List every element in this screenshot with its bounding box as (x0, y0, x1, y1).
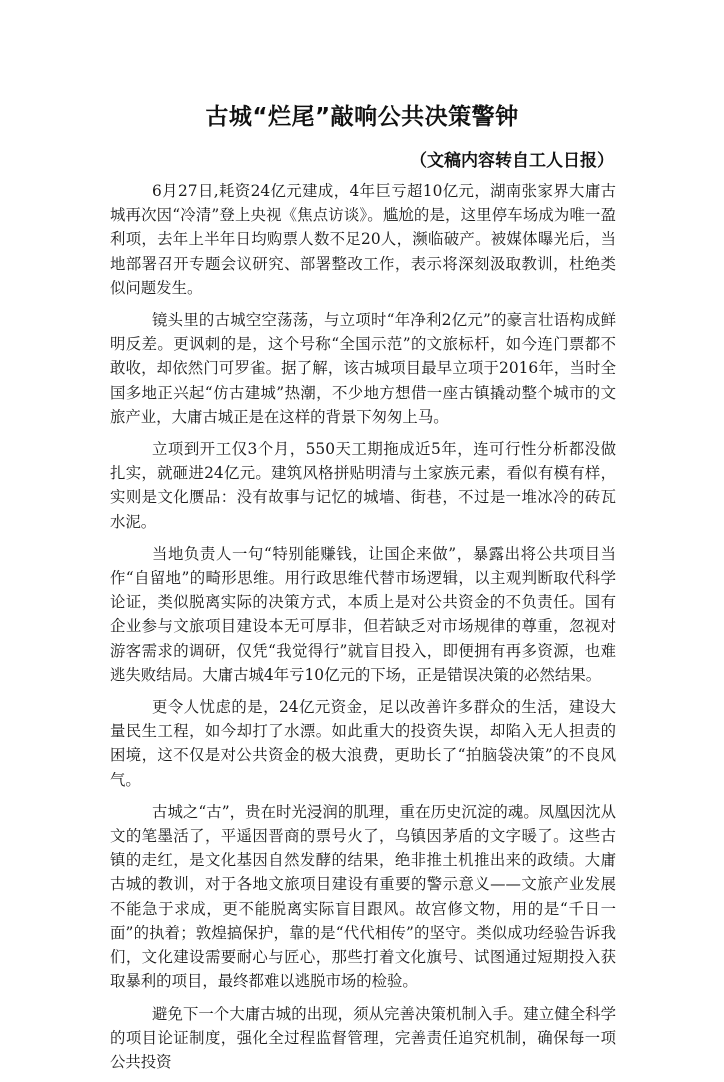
paragraph-7: 避免下一个大庸古城的出现，须从完善决策机制入手。建立健全科学的项目论证制度，强化全过程监督管理，完善责任追究机制，确保每一项公共投资 (110, 1004, 616, 1071)
article-title: 古城“烂尾”敲响公共决策警钟 (205, 104, 519, 130)
paragraph-2: 镜头里的古城空空荡荡，与立项时“年净利2亿元”的豪言壮语构成鲜明反差。更讽刺的是，这个号称“全国示范”的文旅标杆，如今连门票都不敢收，却依然门可罗雀。据了解，该古城项目最早立项于2016年，当时全国多地正兴起“仿古建城”热潮，不少地方想借一座古镇撬动整个城市的文旅产业，大庸古城正是在这样的背景下匆匆上马。 (110, 311, 616, 426)
article-source-note: （文稿内容转自工人日报） (410, 151, 614, 171)
paragraph-6: 古城之“古”，贵在时光浸润的肌理，重在历史沉淀的魂。凤凰因沈从文的笔墨活了，平遥因晋商的票号火了，乌镇因茅盾的文字暖了。这些古镇的走红，是文化基因自然发酵的结果，绝非推土机推出来的政绩。大庸古城的教训，对于各地文旅项目建设有重要的警示意义——文旅产业发展不能急于求成，更不能脱离实际盲目跟风。故宫修文物，用的是“千日一面”的执着；敦煌搞保护，靠的是“代代相传”的坚守。类似成功经验告诉我们，文化建设需要耐心与匠心，那些打着文化旗号、试图通过短期投入获取暴利的项目，最终都难以逃脱市场的检验。 (110, 802, 616, 991)
paragraph-3: 立项到开工仅3个月，550天工期拖成近5年，连可行性分析都没做扎实，就砸进24亿元。建筑风格拼贴明清与土家族元素，看似有模有样，实则是文化赝品：没有故事与记忆的城墙、街巷，不过是一堆冰冷的砖瓦水泥。 (110, 440, 616, 531)
paragraph-5: 更令人忧虑的是，24亿元资金，足以改善许多群众的生活，建设大量民生工程，如今却打了水漂。如此重大的投资失误，却陷入无人担责的困境，这不仅是对公共资金的极大浪费，更助长了“拍脑袋决策”的不良风气。 (110, 698, 616, 789)
article-body (110, 179, 616, 1082)
paragraph-4: 当地负责人一句“特别能赚钱，让国企来做”，暴露出将公共项目当作“自留地”的畸形思维。用行政思维代替市场逻辑，以主观判断取代科学论证，类似脱离实际的决策方式，本质上是对公共资金的不负责任。国有企业参与文旅项目建设本无可厚非，但若缺乏对市场规律的尊重，忽视对游客需求的调研，仅凭“我觉得行”就盲目投入，即便拥有再多资源，也难逃失败结局。大庸古城4年亏10亿元的下场，正是错误决策的必然结果。 (110, 544, 616, 684)
paragraph-1: 6月27日,耗资24亿元建成，4年巨亏超10亿元，湖南张家界大庸古城再次因“冷清”登上央视《焦点访谈》。尴尬的是，这里停车场成为唯一盈利项，去年上半年日均购票人数不足20人，濒临破产。被媒体曝光后，当地部署召开专题会议研究、部署整改工作，表示将深刻汲取教训，杜绝类似问题发生。 (110, 182, 616, 297)
